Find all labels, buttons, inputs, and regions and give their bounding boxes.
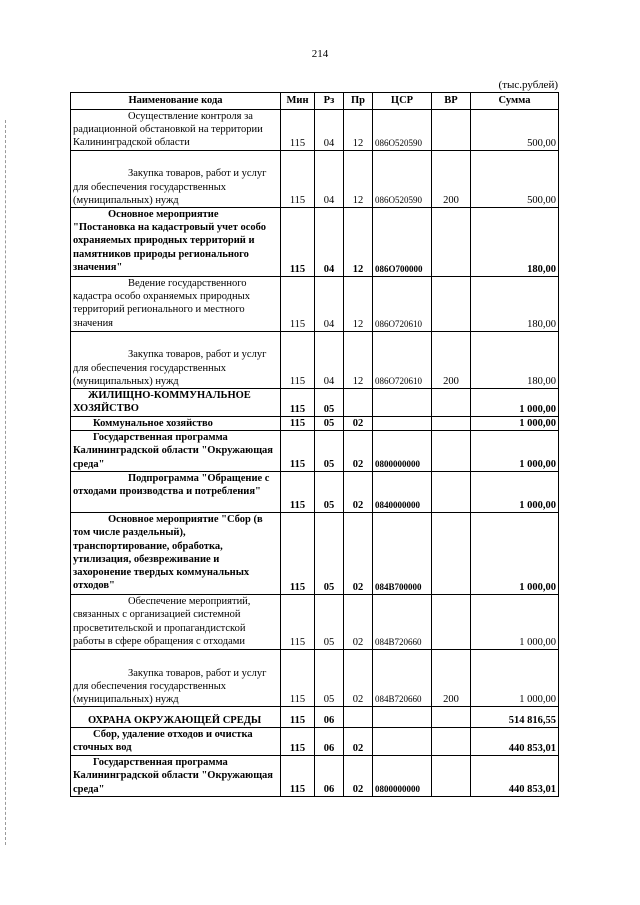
table-row: [71, 728, 559, 756]
row-csr: [373, 707, 432, 728]
row-sum: 1 000,00: [471, 595, 559, 650]
row-rz: 04: [315, 332, 344, 389]
row-min: 115: [281, 417, 315, 431]
header-min: Мин: [281, 93, 315, 110]
row-rz: 06: [315, 728, 344, 756]
row-name: Осуществление контроля за радиационной обстановкой на территории Калининградской области: [71, 110, 281, 151]
row-sum: 440 853,01: [471, 728, 559, 756]
table-header-row: [71, 93, 559, 110]
row-pr: 02: [344, 431, 373, 472]
row-csr: 086О520590: [373, 110, 432, 151]
row-csr: [373, 728, 432, 756]
row-sum: 1 000,00: [471, 417, 559, 431]
row-rz: 04: [315, 110, 344, 151]
row-pr: 02: [344, 417, 373, 431]
row-min: 115: [281, 277, 315, 332]
row-vr: [432, 707, 471, 728]
row-pr: 12: [344, 208, 373, 277]
row-sum: 1 000,00: [471, 513, 559, 595]
table-row: [71, 431, 559, 472]
row-rz: 06: [315, 707, 344, 728]
row-pr: 12: [344, 151, 373, 208]
row-rz: 05: [315, 650, 344, 707]
row-csr: 086О720610: [373, 332, 432, 389]
header-name: Наименование кода: [71, 93, 281, 110]
row-rz: 05: [315, 389, 344, 417]
row-vr: [432, 431, 471, 472]
row-vr: 200: [432, 650, 471, 707]
row-rz: 05: [315, 513, 344, 595]
row-vr: [432, 417, 471, 431]
row-pr: 12: [344, 110, 373, 151]
row-min: 115: [281, 707, 315, 728]
row-min: 115: [281, 472, 315, 513]
row-min: 115: [281, 332, 315, 389]
row-rz: 04: [315, 277, 344, 332]
row-name: Закупка товаров, работ и услуг для обеспечения государственных (муниципальных) нужд: [71, 151, 281, 208]
row-min: 115: [281, 650, 315, 707]
row-vr: [432, 756, 471, 797]
row-rz: 04: [315, 151, 344, 208]
row-csr: 084В720660: [373, 650, 432, 707]
row-min: 115: [281, 208, 315, 277]
table-row: [71, 389, 559, 417]
row-rz: 05: [315, 417, 344, 431]
binding-margin-line: [5, 120, 6, 845]
header-sum: Сумма: [471, 93, 559, 110]
row-csr: 086О520590: [373, 151, 432, 208]
row-pr: [344, 389, 373, 417]
row-csr: 086О720610: [373, 277, 432, 332]
row-sum: 1 000,00: [471, 431, 559, 472]
table-row: [71, 595, 559, 650]
header-rz: Рз: [315, 93, 344, 110]
row-min: 115: [281, 431, 315, 472]
row-csr: [373, 389, 432, 417]
row-name: Ведение государственного кадастра особо охраняемых природных территорий регионального и местного значения: [71, 277, 281, 332]
row-vr: [432, 277, 471, 332]
row-csr: [373, 417, 432, 431]
table-row: [71, 513, 559, 595]
table-row: [71, 332, 559, 389]
row-pr: 02: [344, 650, 373, 707]
row-vr: 200: [432, 151, 471, 208]
row-name: Закупка товаров, работ и услуг для обеспечения государственных (муниципальных) нужд: [71, 650, 281, 707]
table-row: [71, 650, 559, 707]
row-name: Основное мероприятие "Постановка на кадастровый учет особо охраняемых природных территорий и памятников природы регионального значения": [71, 208, 281, 277]
row-sum: 180,00: [471, 208, 559, 277]
row-sum: 500,00: [471, 110, 559, 151]
row-csr: 0840000000: [373, 472, 432, 513]
table-row: [71, 417, 559, 431]
row-vr: [432, 513, 471, 595]
row-name: Закупка товаров, работ и услуг для обеспечения государственных (муниципальных) нужд: [71, 332, 281, 389]
row-name: Коммунальное хозяйство: [71, 417, 281, 431]
table-row: [71, 151, 559, 208]
table-row: [71, 707, 559, 728]
row-pr: 02: [344, 728, 373, 756]
row-name: ЖИЛИЩНО-КОММУНАЛЬНОЕ ХОЗЯЙСТВО: [71, 389, 281, 417]
row-rz: 04: [315, 208, 344, 277]
row-vr: [432, 728, 471, 756]
unit-note: (тыс.рублей): [498, 79, 558, 91]
row-pr: 12: [344, 277, 373, 332]
row-sum: 1 000,00: [471, 472, 559, 513]
table-row: [71, 277, 559, 332]
page-number: 214: [311, 48, 329, 60]
row-rz: 05: [315, 431, 344, 472]
row-vr: [432, 472, 471, 513]
row-sum: 180,00: [471, 277, 559, 332]
row-name: Государственная программа Калининградской области "Окружающая среда": [71, 756, 281, 797]
row-min: 115: [281, 756, 315, 797]
row-pr: 02: [344, 513, 373, 595]
table-row: [71, 472, 559, 513]
row-csr: 0800000000: [373, 756, 432, 797]
row-vr: [432, 389, 471, 417]
table-row: [71, 110, 559, 151]
header-vr: ВР: [432, 93, 471, 110]
row-csr: 084В720660: [373, 595, 432, 650]
row-sum: 1 000,00: [471, 389, 559, 417]
row-vr: 200: [432, 332, 471, 389]
header-csr: ЦСР: [373, 93, 432, 110]
table-row: [71, 756, 559, 797]
row-pr: [344, 707, 373, 728]
row-min: 115: [281, 728, 315, 756]
row-rz: 05: [315, 472, 344, 513]
row-name: Сбор, удаление отходов и очистка сточных вод: [71, 728, 281, 756]
row-pr: 02: [344, 756, 373, 797]
row-pr: 02: [344, 595, 373, 650]
row-vr: [432, 595, 471, 650]
row-min: 115: [281, 595, 315, 650]
row-sum: 440 853,01: [471, 756, 559, 797]
row-pr: 02: [344, 472, 373, 513]
row-name: Государственная программа Калининградской области "Окружающая среда": [71, 431, 281, 472]
row-min: 115: [281, 151, 315, 208]
row-min: 115: [281, 389, 315, 417]
row-name: Подпрограмма "Обращение с отходами производства и потребления": [71, 472, 281, 513]
row-name: Обеспечение мероприятий, связанных с организацией системной просветительской и пропагандистской работы в сфере обращения с отходами: [71, 595, 281, 650]
row-rz: 06: [315, 756, 344, 797]
row-min: 115: [281, 110, 315, 151]
row-sum: 180,00: [471, 332, 559, 389]
row-min: 115: [281, 513, 315, 595]
header-pr: Пр: [344, 93, 373, 110]
row-vr: [432, 110, 471, 151]
budget-table: [70, 92, 559, 797]
row-csr: 086О700000: [373, 208, 432, 277]
table-row: [71, 208, 559, 277]
row-sum: 514 816,55: [471, 707, 559, 728]
row-csr: 084В700000: [373, 513, 432, 595]
row-csr: 0800000000: [373, 431, 432, 472]
row-rz: 05: [315, 595, 344, 650]
row-sum: 500,00: [471, 151, 559, 208]
row-name: Основное мероприятие "Сбор (в том числе раздельный), транспортирование, обработка, утилизация, обезвреживание и захоронение твердых коммунальных отходов": [71, 513, 281, 595]
row-sum: 1 000,00: [471, 650, 559, 707]
row-pr: 12: [344, 332, 373, 389]
row-name: ОХРАНА ОКРУЖАЮЩЕЙ СРЕДЫ: [71, 707, 281, 728]
row-vr: [432, 208, 471, 277]
